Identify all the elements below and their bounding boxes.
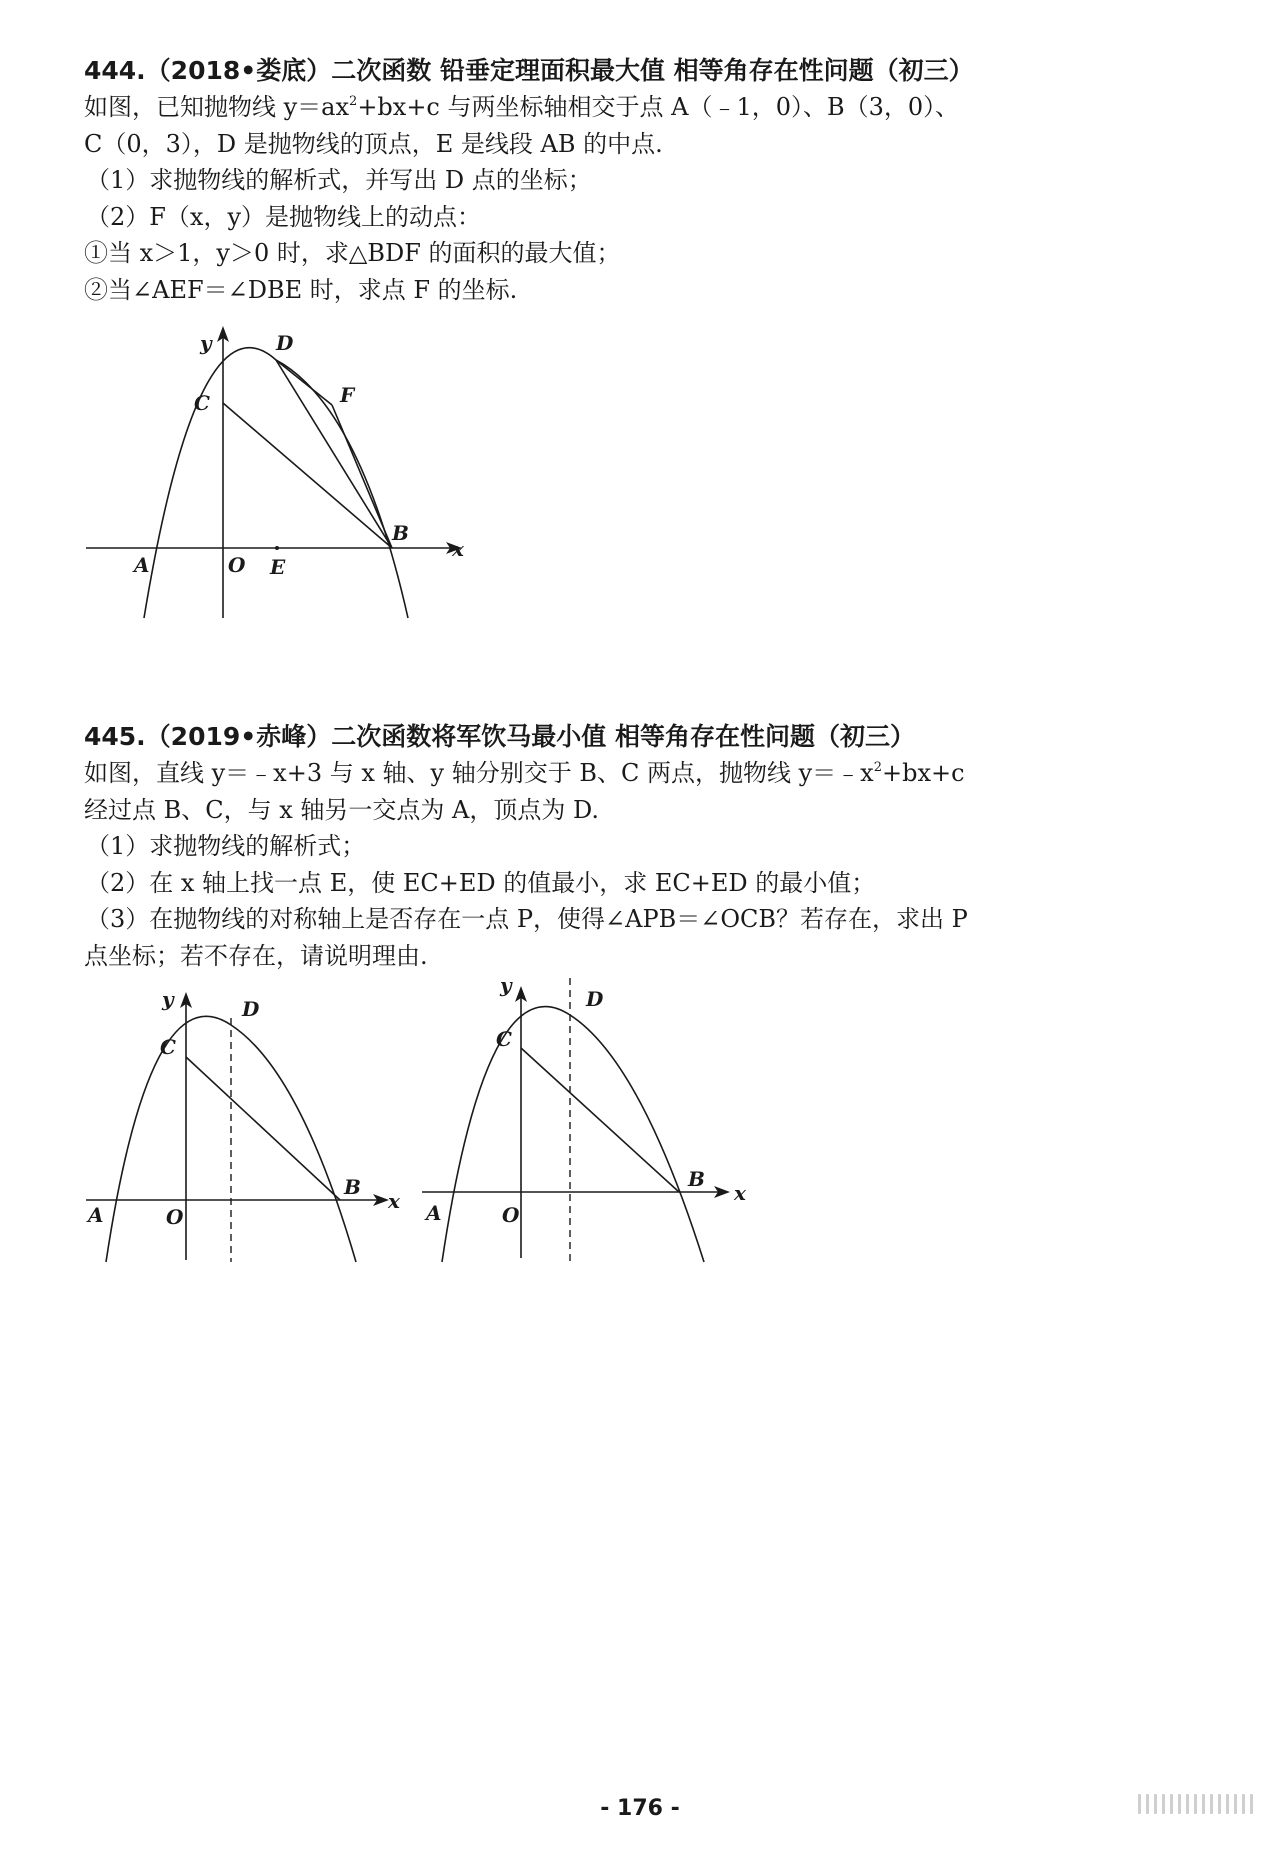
problem-445-question-1: （1）求抛物线的解析式； — [86, 832, 366, 860]
label-d: D — [586, 987, 604, 1011]
problem-444-question-2: （2）F（x，y）是抛物线上的动点： — [86, 202, 482, 231]
label-x: x — [388, 1189, 400, 1213]
problem-445-line-6: 点坐标；若不存在，请说明理由. — [84, 941, 428, 970]
label-d: D — [276, 331, 294, 355]
problem-445-question-2: （2）在 x 轴上找一点 E，使 EC+ED 的值最小，求 EC+ED 的最小值； — [86, 868, 876, 897]
label-b: B — [392, 521, 409, 545]
problem-445-line-1: 如图，直线 y＝﹣x+3 与 x 轴、y 轴分别交于 B、C 两点，抛物线 $y=﹣x^2+bx+c$ — [84, 759, 965, 787]
label-b: B — [688, 1167, 705, 1191]
label-e: E — [270, 555, 286, 579]
problem-444-heading: 444.（2018•娄底）二次函数 铅垂定理面积最大值 相等角存在性问题（初三） — [84, 56, 974, 85]
label-x: x — [734, 1181, 746, 1205]
label-d: D — [242, 997, 260, 1021]
label-c: C — [496, 1027, 512, 1051]
label-a: A — [134, 553, 150, 577]
parabola-curve — [442, 1007, 704, 1262]
label-b: B — [344, 1175, 361, 1199]
problem-445-heading: 445.（2019•赤峰）二次函数将军饮马最小值 相等角存在性问题（初三） — [84, 722, 915, 751]
problem-444-line-2: C（0，3），D 是抛物线的顶点，E 是线段 AB 的中点. — [84, 129, 663, 158]
scroll-indicator-icon[interactable] — [1138, 1794, 1260, 1816]
problem-444-line-1: 如图，已知抛物线 $y=ax^2+bx+c$ 与两坐标轴相交于点 A（﹣1，0）、B（3，0）、 — [84, 93, 960, 121]
label-y: y — [162, 987, 174, 1011]
problem-445-question-3: （3）在抛物线的对称轴上是否存在一点 P，使得∠APB＝∠OCB？若存在，求出 P — [86, 905, 968, 933]
label-x: x — [452, 537, 464, 561]
problem-444-question-1: （1）求抛物线的解析式，并写出 D 点的坐标； — [86, 166, 592, 194]
label-a: A — [88, 1203, 104, 1227]
label-c: C — [194, 391, 210, 415]
segment-cb — [521, 1048, 679, 1192]
label-a: A — [426, 1201, 442, 1225]
label-o: O — [228, 553, 246, 577]
problem-444-question-2-1: ①当 x＞1，y＞0 时，求△BDF 的面积的最大值； — [84, 239, 621, 267]
label-c: C — [160, 1035, 176, 1059]
label-o: O — [502, 1203, 520, 1227]
problem-444-question-2-2: ②当∠AEF＝∠DBE 时，求点 F 的坐标. — [84, 275, 518, 304]
label-y: y — [200, 331, 212, 355]
label-y: y — [500, 973, 512, 997]
label-o: O — [166, 1205, 184, 1229]
page-number: - 176 - — [600, 1796, 680, 1821]
label-f: F — [340, 383, 355, 407]
problem-445-line-2: 经过点 B、C，与 x 轴另一交点为 A，顶点为 D. — [84, 795, 600, 824]
